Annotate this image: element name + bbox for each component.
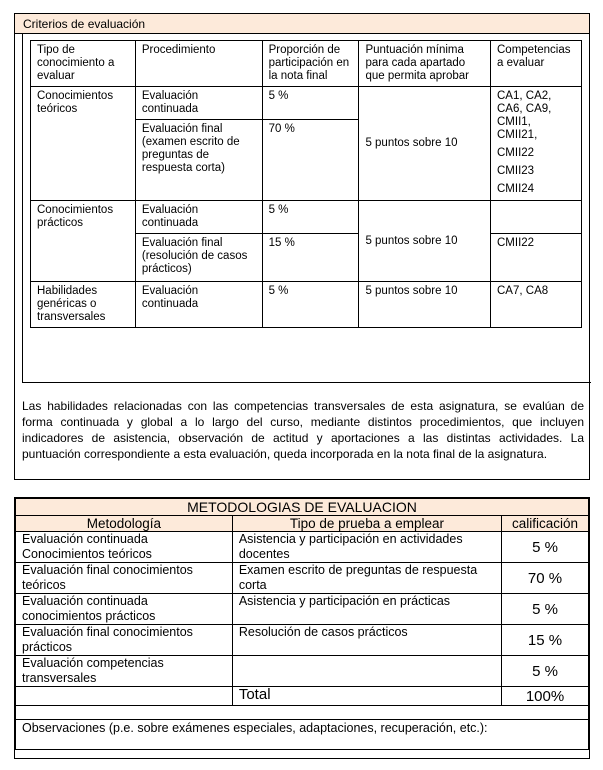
prueba-cell (232, 656, 501, 687)
metodologia-cell: Evaluación final conocimientos teóricos (16, 563, 233, 594)
observaciones-row (16, 720, 589, 750)
col-header: Procedimiento (135, 41, 262, 87)
col-header: calificación (502, 516, 589, 532)
col-header: Tipo de prueba a emplear (232, 516, 501, 532)
proporcion-cell: 5 % (262, 282, 359, 328)
criterios-paragraph: Las habilidades relacionadas con las competencias transversales de esta asignatura, se evalúan de forma continuada y global a lo largo del curso, mediante distintos procedimientos, que incluyen indicadores de asistencia, observación de actitud y aportaciones a las distintas actividades. La puntuación correspondiente a esta evaluación, queda incorporada en la nota final de la asignatura. (22, 399, 584, 461)
proporcion-cell: 70 % (262, 120, 359, 201)
criterios-header: Criterios de evaluación (15, 14, 589, 34)
calificacion-cell: 15 % (502, 625, 589, 656)
table-row (31, 201, 582, 234)
table-row (16, 563, 589, 594)
competencias-cell (491, 87, 582, 201)
spacer-cell (16, 706, 589, 720)
criterios-section (14, 13, 590, 480)
tipo-cell: Conocimientos prácticos (31, 201, 136, 282)
prueba-cell: Resolución de casos prácticos (232, 625, 501, 656)
calificacion-cell: 5 % (502, 594, 589, 625)
competencias-line: CA1, CA2, CA6, CA9, CMII1, CMII21, (497, 90, 552, 141)
table-row (16, 594, 589, 625)
prueba-cell: Asistencia y participación en actividades docentes (232, 532, 501, 563)
competencias-cell (491, 201, 582, 234)
criterios-header-row (31, 41, 582, 87)
prueba-cell: Examen escrito de preguntas de respuesta corta (232, 563, 501, 594)
table-row (31, 282, 582, 328)
metodologias-header-row (16, 516, 589, 532)
total-row (16, 687, 589, 706)
observaciones-text: Observaciones (p.e. sobre exámenes especiales, adaptaciones, recuperación, etc.): (16, 720, 589, 750)
proporcion-cell: 5 % (262, 201, 359, 234)
col-header: Tipo de conocimiento a evaluar (31, 41, 136, 87)
table-row (16, 656, 589, 687)
procedimiento-cell: Evaluación continuada (135, 87, 262, 120)
calificacion-cell: 5 % (502, 656, 589, 687)
tipo-cell: Conocimientos teóricos (31, 87, 136, 201)
puntuacion-cell: 5 puntos sobre 10 (359, 201, 491, 282)
procedimiento-cell: Evaluación continuada (135, 201, 262, 234)
col-header: Metodología (16, 516, 233, 532)
metodologias-title-row (16, 499, 589, 516)
tipo-cell: Habilidades genéricas o transversales (31, 282, 136, 328)
table-row (16, 532, 589, 563)
competencias-line: CMII24 (497, 183, 535, 195)
metodologias-table (15, 498, 589, 750)
total-value: 100% (502, 687, 589, 706)
metodologia-cell: Evaluación competencias transversales (16, 656, 233, 687)
total-empty-cell (16, 687, 233, 706)
procedimiento-cell: Evaluación final (examen escrito de preguntas de respuesta corta) (135, 120, 262, 201)
col-header: Puntuación mínima para cada apartado que permita aprobar (359, 41, 491, 87)
table-row (31, 87, 582, 120)
calificacion-cell: 5 % (502, 532, 589, 563)
proporcion-cell: 5 % (262, 87, 359, 120)
prueba-cell: Asistencia y participación en prácticas (232, 594, 501, 625)
procedimiento-cell: Evaluación continuada (135, 282, 262, 328)
competencias-line: CMII22 (497, 147, 535, 159)
total-label: Total (232, 687, 501, 706)
puntuacion-cell: 5 puntos sobre 10 (359, 87, 491, 201)
col-header: Competencias a evaluar (491, 41, 582, 87)
procedimiento-cell: Evaluación final (resolución de casos prácticos) (135, 234, 262, 282)
col-header: Proporción de participación en la nota final (262, 41, 359, 87)
criterios-table (30, 40, 582, 328)
puntuacion-cell: 5 puntos sobre 10 (359, 282, 491, 328)
calificacion-cell: 70 % (502, 563, 589, 594)
metodologias-section (14, 497, 590, 759)
metodologia-cell: Evaluación final conocimientos prácticos (16, 625, 233, 656)
competencias-line: CMII23 (497, 165, 535, 177)
competencias-cell: CA7, CA8 (491, 282, 582, 328)
metodologia-cell: Evaluación continuada Conocimientos teóricos (16, 532, 233, 563)
metodologias-title: METODOLOGIAS DE EVALUACION (16, 499, 589, 516)
competencias-cell: CMII22 (491, 234, 582, 282)
metodologia-cell: Evaluación continuada conocimientos prácticos (16, 594, 233, 625)
spacer-row (16, 706, 589, 720)
proporcion-cell: 15 % (262, 234, 359, 282)
table-row (16, 625, 589, 656)
